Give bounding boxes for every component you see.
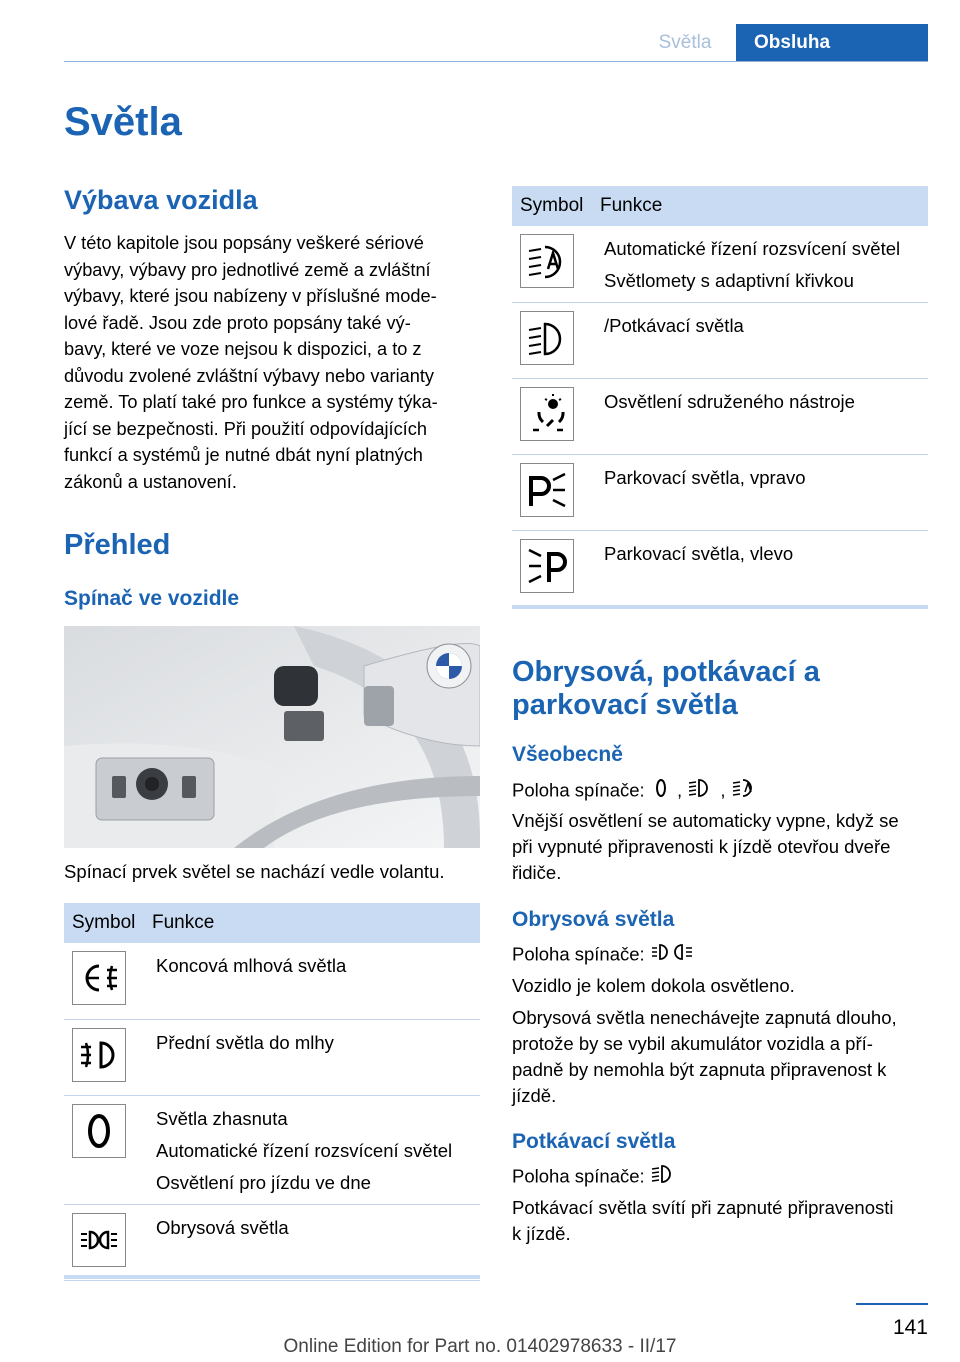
lowbeam-heading: Potkávací světla bbox=[512, 1130, 676, 1153]
table-end-bar bbox=[64, 1275, 480, 1279]
table-header-row bbox=[512, 186, 928, 226]
function-text: Parkovací světla, vpravo bbox=[604, 467, 806, 488]
function-text: Osvětlení sdruženého nástroje bbox=[604, 391, 855, 412]
text-line: jízdě. bbox=[512, 1085, 557, 1106]
table-row bbox=[64, 1019, 480, 1095]
col-function-header: Funkce bbox=[592, 186, 928, 226]
text-line: zákonů a ustanovení. bbox=[64, 471, 237, 492]
text-line: k jízdě. bbox=[512, 1223, 571, 1244]
function-text: Automatické řízení rozsvícení světel bbox=[604, 238, 901, 259]
symbol-table-right bbox=[512, 186, 928, 607]
rear-fog-light-icon bbox=[72, 951, 126, 1005]
general-heading: Všeobecně bbox=[512, 743, 623, 766]
parking-light-left-icon bbox=[520, 539, 574, 593]
parking-lights-icon bbox=[72, 1213, 126, 1267]
general-position-line bbox=[512, 777, 759, 806]
text-line: důvodu zvolené zvláštní výbavy nebo varianty bbox=[64, 365, 435, 386]
page-number: 141 bbox=[892, 1316, 928, 1339]
switch-photo bbox=[64, 626, 480, 848]
automatic-headlight-icon bbox=[520, 234, 574, 288]
text-line: jící se bezpečnosti. Při použití odpovídajících bbox=[64, 418, 427, 439]
table-row bbox=[64, 1095, 480, 1204]
table-end-bar bbox=[512, 605, 928, 609]
automatic-headlight-icon bbox=[731, 777, 759, 806]
text-line: výbavy, které jsou nabízeny v příslušné mode‐ bbox=[64, 286, 437, 306]
footer-edition: Online Edition for Part no. 01402978633 - II/17 bbox=[283, 1336, 677, 1357]
col-function-header: Funkce bbox=[144, 903, 480, 943]
text-line: Obrysová světla nenechávejte zapnutá dlouho, bbox=[512, 1007, 897, 1028]
lowbeam-text bbox=[512, 1195, 894, 1247]
position-label: Poloha spínače: bbox=[512, 779, 645, 801]
overview-subheading: Spínač ve vozidle bbox=[64, 587, 240, 610]
col-symbol-header: Symbol bbox=[64, 903, 144, 943]
table-row bbox=[64, 943, 480, 1019]
table-row bbox=[512, 379, 928, 455]
low-beam-icon bbox=[520, 311, 574, 365]
header-tab-obsluha: Obsluha bbox=[736, 24, 928, 61]
section-heading-line: Obrysová, potkávací a bbox=[512, 656, 820, 688]
text-line: řidiče. bbox=[512, 862, 562, 883]
text-line: padně by nemohla být zapnuta připravenost k bbox=[512, 1059, 887, 1080]
table-row bbox=[512, 303, 928, 379]
function-text: Parkovací světla, vlevo bbox=[604, 543, 794, 564]
text-line: země. To platí také pro funkce a systémy týka‐ bbox=[64, 392, 438, 412]
page-number-bar bbox=[856, 1303, 928, 1305]
page-title: Světla bbox=[64, 100, 182, 144]
symbol-table-left bbox=[64, 903, 480, 1281]
table-row bbox=[512, 531, 928, 607]
function-text: Koncová mlhová světla bbox=[156, 955, 347, 976]
text-line: bavy, které ve voze nejsou k dispozici, a to z bbox=[64, 339, 422, 359]
text-line: při vypnuté připravenosti k jízdě otevřou dveře bbox=[512, 836, 891, 857]
position-label: Poloha spínače: bbox=[512, 1165, 645, 1187]
parking-lights-icon bbox=[650, 941, 698, 970]
parking-position-line bbox=[512, 941, 698, 970]
function-text: Přední světla do mlhy bbox=[156, 1031, 334, 1053]
function-text: Osvětlení pro jízdu ve dne bbox=[156, 1171, 371, 1193]
text-line: Potkávací světla svítí při zapnuté připravenosti bbox=[512, 1197, 894, 1218]
text-line: lové řadě. Jsou zde proto popsány také vý‐ bbox=[64, 312, 411, 333]
text-line: protože by se vybil akumulátor vozidla a pří‐ bbox=[512, 1033, 873, 1054]
parking-heading: Obrysová světla bbox=[512, 908, 675, 931]
instrument-lighting-icon bbox=[520, 387, 574, 441]
header-tab-svetla: Světla bbox=[658, 32, 712, 53]
text-line: výbavy, výbavy pro jednotlivé země a zvláštní bbox=[64, 259, 431, 280]
section-heading-line: parkovací světla bbox=[512, 689, 738, 721]
lights-off-zero-icon bbox=[650, 777, 672, 806]
parking-text: Vozidlo je kolem dokola osvětleno. bbox=[512, 975, 795, 996]
table-row bbox=[512, 455, 928, 531]
function-text: Automatické řízení rozsvícení světel bbox=[156, 1139, 453, 1161]
col-symbol-header: Symbol bbox=[512, 186, 592, 226]
table-header-row bbox=[64, 903, 480, 943]
header-divider bbox=[64, 61, 928, 62]
lowbeam-position-line bbox=[512, 1163, 678, 1192]
lights-off-zero-icon bbox=[72, 1104, 126, 1158]
section-heading bbox=[512, 656, 820, 722]
parking-warning bbox=[512, 1005, 897, 1109]
function-text: Světlomety s adaptivní křivkou bbox=[604, 270, 854, 291]
equipment-heading: Výbava vozidla bbox=[64, 185, 258, 215]
position-label: Poloha spínače: bbox=[512, 943, 645, 965]
equipment-text bbox=[64, 230, 484, 495]
function-text: Obrysová světla bbox=[156, 1216, 289, 1238]
low-beam-icon bbox=[650, 1163, 678, 1192]
function-text: /Potkávací světla bbox=[604, 315, 744, 336]
text-line: Vnější osvětlení se automaticky vypne, když se bbox=[512, 810, 899, 831]
text-line: V této kapitole jsou popsány veškeré sériové bbox=[64, 233, 424, 253]
general-text bbox=[512, 808, 899, 886]
overview-heading: Přehled bbox=[64, 529, 171, 561]
table-row bbox=[64, 1204, 480, 1280]
table-row bbox=[512, 226, 928, 303]
separator: , bbox=[676, 779, 683, 801]
parking-light-right-icon bbox=[520, 463, 574, 517]
text-line: funkcí a systémů je nutné dbát nyní platných bbox=[64, 445, 423, 465]
function-text: Světla zhasnuta bbox=[156, 1107, 288, 1129]
separator: , bbox=[720, 779, 726, 801]
overview-caption: Spínací prvek světel se nachází vedle volantu. bbox=[64, 861, 445, 882]
low-beam-icon bbox=[687, 777, 715, 806]
front-fog-light-icon bbox=[72, 1028, 126, 1082]
